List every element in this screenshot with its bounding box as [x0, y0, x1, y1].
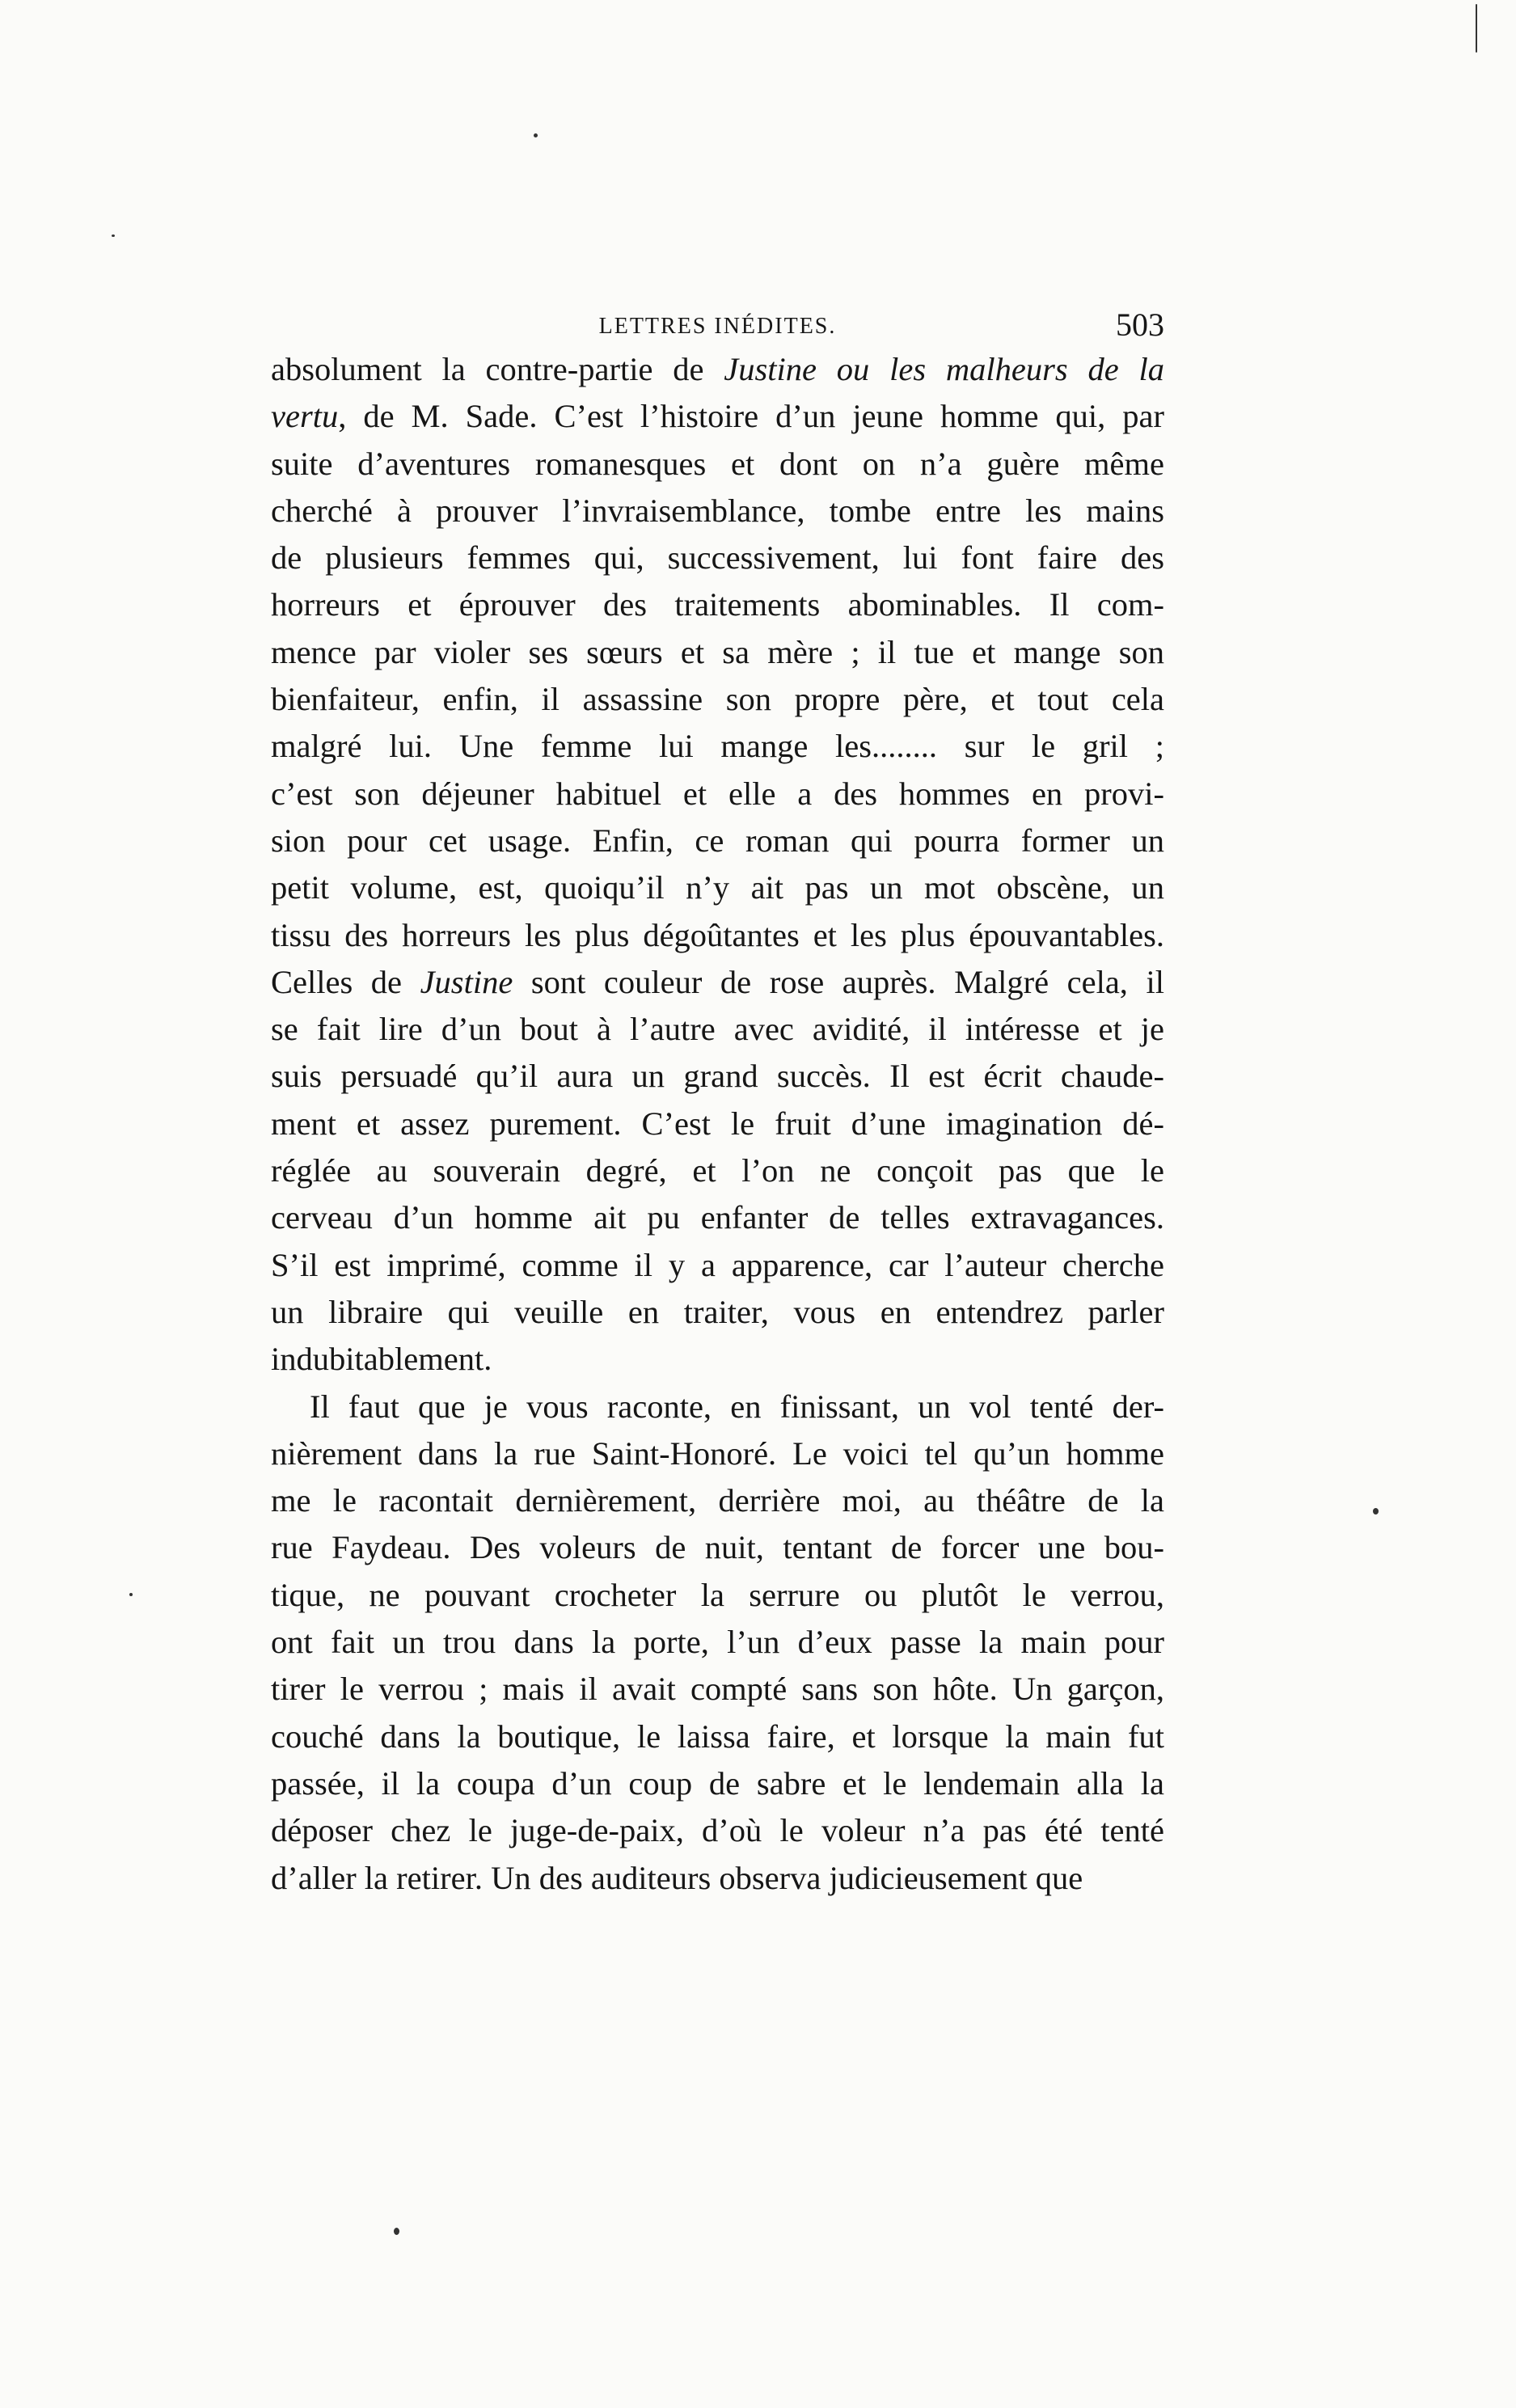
text-segment: un libraire qui veuille en traiter, vous en entendrez parler	[271, 1293, 1164, 1330]
text-line	[271, 676, 1164, 723]
text-segment: cherché à prouver l’invraisemblance, tombe entre les mains	[271, 492, 1164, 529]
text-segment: tique, ne pouvant crocheter la serrure ou plutôt le verrou,	[271, 1576, 1164, 1613]
text-line	[271, 1147, 1164, 1194]
text-segment: me le racontait dernièrement, derrière moi, au théâtre de la	[271, 1482, 1164, 1519]
text-segment: couché dans la boutique, le laissa faire, et lorsque la main fut	[271, 1717, 1164, 1755]
text-segment: malgré lui. Une femme lui mange les........ sur le gril ;	[271, 728, 1164, 765]
scan-speck	[129, 1593, 133, 1596]
text-segment: ont fait un trou dans la porte, l’un d’eux passe la main pour	[271, 1624, 1164, 1661]
text-line	[271, 1855, 1164, 1902]
text-line	[271, 1807, 1164, 1854]
text-line	[271, 393, 1164, 440]
text-segment: bienfaiteur, enfin, il assassine son propre père, et tout cela	[271, 681, 1164, 718]
text-segment: indubitablement.	[271, 1341, 492, 1378]
text-segment: passée, il la coupa d’un coup de sabre et le lendemain alla la	[271, 1764, 1164, 1802]
scan-speck	[394, 2228, 399, 2235]
text-line	[271, 1619, 1164, 1666]
text-segment: rue Faydeau. Des voleurs de nuit, tentant de forcer une bou-	[271, 1529, 1164, 1566]
text-line	[271, 534, 1164, 581]
text-line	[271, 1194, 1164, 1241]
paragraph	[271, 346, 1164, 1384]
text-line	[271, 581, 1164, 628]
text-line	[271, 1666, 1164, 1713]
text-segment: , de M. Sade. C’est l’histoire d’un jeune homme qui, par	[338, 398, 1164, 435]
page-number: 503	[1116, 306, 1164, 343]
text-line	[271, 912, 1164, 959]
text-segment: S’il est imprimé, comme il y a apparence, car l’auteur cherche	[271, 1246, 1164, 1283]
text-line	[271, 817, 1164, 864]
text-segment: ment et assez purement. C’est le fruit d’une imagination dé-	[271, 1105, 1164, 1142]
text-segment: petit volume, est, quoiqu’il n’y ait pas un mot obscène, un	[271, 869, 1164, 906]
text-line	[271, 629, 1164, 676]
scan-speck	[534, 133, 538, 137]
italic-segment: vertu	[271, 398, 339, 435]
text-line	[271, 1524, 1164, 1571]
text-line	[271, 1006, 1164, 1053]
italic-segment: Justine	[420, 963, 513, 1000]
text-segment: suis persuadé qu’il aura un grand succès. Il est écrit chaude-	[271, 1058, 1164, 1095]
text-segment: horreurs et éprouver des traitements abominables. Il com-	[271, 586, 1164, 623]
text-line	[271, 1100, 1164, 1147]
text-segment: de plusieurs femmes qui, successivement, lui font faire des	[271, 539, 1164, 577]
text-segment: sion pour cet usage. Enfin, ce roman qui pourra former un	[271, 822, 1164, 859]
scan-speck	[1373, 1508, 1379, 1515]
text-segment: Il faut que je vous raconte, en finissant, un vol tenté der-	[310, 1388, 1164, 1425]
text-segment: d’aller la retirer. Un des auditeurs observa judicieusement que	[271, 1859, 1083, 1896]
text-segment: réglée au souverain degré, et l’on ne conçoit pas que le	[271, 1152, 1164, 1189]
text-segment: absolument la contre-partie de	[271, 351, 724, 387]
text-segment: mence par violer ses sœurs et sa mère ; il tue et mange son	[271, 633, 1164, 670]
italic-segment: Justine ou les malheurs de la	[724, 351, 1164, 387]
text-segment: suite d’aventures romanesques et dont on n’a guère même	[271, 445, 1164, 482]
text-line	[271, 1572, 1164, 1619]
text-line	[271, 959, 1164, 1006]
text-segment: se fait lire d’un bout à l’autre avec avidité, il intéresse et je	[271, 1011, 1164, 1048]
text-line	[271, 1289, 1164, 1336]
text-segment: tissu des horreurs les plus dégoûtantes et les plus épouvantables.	[271, 916, 1164, 953]
text-line	[271, 488, 1164, 534]
text-segment: Celles de	[271, 963, 420, 1000]
text-line	[271, 1713, 1164, 1760]
text-segment: c’est son déjeuner habituel et elle a des hommes en provi-	[271, 775, 1164, 812]
text-segment: tirer le verrou ; mais il avait compté sans son hôte. Un garçon,	[271, 1671, 1164, 1708]
text-segment: cerveau d’un homme ait pu enfanter de telles extravagances.	[271, 1199, 1164, 1236]
text-line	[271, 441, 1164, 488]
text-line	[271, 1760, 1164, 1807]
running-title: LETTRES INÉDITES.	[598, 314, 837, 339]
text-line	[271, 1430, 1164, 1477]
text-segment: déposer chez le juge-de-paix, d’où le voleur n’a pas été tenté	[271, 1812, 1164, 1849]
text-line	[271, 771, 1164, 817]
text-line	[271, 723, 1164, 770]
text-body	[271, 346, 1164, 1902]
text-line	[271, 864, 1164, 911]
text-line	[271, 1053, 1164, 1100]
text-line	[271, 346, 1164, 393]
text-line	[271, 1336, 1164, 1383]
text-segment: sont couleur de rose auprès. Malgré cela, il	[513, 963, 1164, 1000]
scan-speck	[112, 234, 115, 237]
text-segment: nièrement dans la rue Saint-Honoré. Le voici tel qu’un homme	[271, 1434, 1164, 1472]
text-line	[271, 1477, 1164, 1524]
text-line	[271, 1242, 1164, 1289]
paragraph	[271, 1384, 1164, 1902]
scan-speck	[1476, 4, 1477, 53]
text-line	[271, 1384, 1164, 1430]
